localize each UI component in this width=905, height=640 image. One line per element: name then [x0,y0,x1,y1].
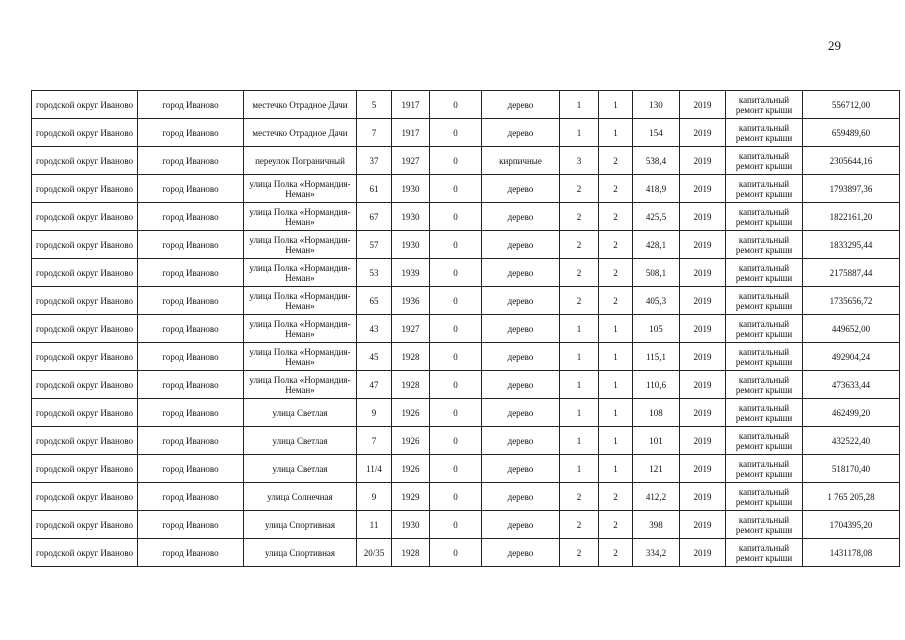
cell-entrances: 2 [599,175,633,203]
cell-year-built: 1927 [392,315,430,343]
cell-wall-material: дерево [482,259,560,287]
cell-okrug: городской округ Иваново [32,399,138,427]
table-row [32,371,900,399]
cell-area: 418,9 [633,175,680,203]
cell-year-built: 1926 [392,399,430,427]
cell-entrances: 2 [599,483,633,511]
cell-floors: 1 [560,455,599,483]
cell-plan-year: 2019 [680,427,726,455]
cell-house-number: 65 [357,287,392,315]
cell-city: город Иваново [138,483,244,511]
cell-work-type: капитальный ремонт крыши [726,427,803,455]
cell-wall-material: дерево [482,371,560,399]
cell-cost: 492904,24 [803,343,900,371]
cell-house-number: 7 [357,119,392,147]
cell-house-number: 20/35 [357,539,392,567]
cell-city: город Иваново [138,455,244,483]
page-number: 29 [828,38,841,53]
table-row [32,287,900,315]
cell-okrug: городской округ Иваново [32,287,138,315]
cell-okrug: городской округ Иваново [32,371,138,399]
cell-city: город Иваново [138,315,244,343]
cell-year-built: 1926 [392,455,430,483]
cell-entrances: 1 [599,371,633,399]
cell-okrug: городской округ Иваново [32,539,138,567]
cell-area: 334,2 [633,539,680,567]
cell-zero: 0 [430,399,482,427]
cell-year-built: 1917 [392,119,430,147]
cell-okrug: городской округ Иваново [32,119,138,147]
cell-street: улица Полка «Нормандия-Неман» [244,259,357,287]
cell-work-type: капитальный ремонт крыши [726,399,803,427]
cell-house-number: 11 [357,511,392,539]
cell-entrances: 1 [599,427,633,455]
table-row [32,231,900,259]
cell-cost: 518170,40 [803,455,900,483]
cell-street: переулок Пограничный [244,147,357,175]
cell-year-built: 1926 [392,427,430,455]
cell-floors: 2 [560,231,599,259]
cell-plan-year: 2019 [680,147,726,175]
cell-zero: 0 [430,175,482,203]
cell-wall-material: дерево [482,511,560,539]
table-row [32,91,900,119]
table-row [32,427,900,455]
cell-floors: 2 [560,175,599,203]
cell-street: улица Спортивная [244,511,357,539]
cell-street: улица Солнечная [244,483,357,511]
cell-entrances: 2 [599,511,633,539]
cell-city: город Иваново [138,511,244,539]
cell-city: город Иваново [138,287,244,315]
cell-work-type: капитальный ремонт крыши [726,91,803,119]
cell-street: улица Светлая [244,427,357,455]
cell-floors: 1 [560,119,599,147]
cell-zero: 0 [430,427,482,455]
table-row [32,147,900,175]
cell-entrances: 1 [599,343,633,371]
cell-floors: 1 [560,371,599,399]
cell-floors: 2 [560,287,599,315]
table-row [32,343,900,371]
cell-year-built: 1930 [392,231,430,259]
cell-plan-year: 2019 [680,315,726,343]
cell-entrances: 1 [599,455,633,483]
cell-wall-material: дерево [482,287,560,315]
cell-plan-year: 2019 [680,231,726,259]
cell-street: улица Полка «Нормандия-Неман» [244,287,357,315]
cell-house-number: 53 [357,259,392,287]
cell-work-type: капитальный ремонт крыши [726,343,803,371]
cell-floors: 1 [560,91,599,119]
cell-area: 121 [633,455,680,483]
cell-street: улица Полка «Нормандия-Неман» [244,175,357,203]
cell-work-type: капитальный ремонт крыши [726,231,803,259]
cell-city: город Иваново [138,371,244,399]
cell-house-number: 45 [357,343,392,371]
cell-street: улица Полка «Нормандия-Неман» [244,231,357,259]
cell-year-built: 1930 [392,203,430,231]
cell-wall-material: дерево [482,483,560,511]
cell-house-number: 47 [357,371,392,399]
cell-city: город Иваново [138,231,244,259]
cell-wall-material: дерево [482,203,560,231]
cell-okrug: городской округ Иваново [32,231,138,259]
cell-cost: 432522,40 [803,427,900,455]
cell-area: 428,1 [633,231,680,259]
cell-floors: 1 [560,427,599,455]
cell-area: 101 [633,427,680,455]
cell-area: 412,2 [633,483,680,511]
cell-year-built: 1939 [392,259,430,287]
cell-cost: 473633,44 [803,371,900,399]
cell-work-type: капитальный ремонт крыши [726,175,803,203]
cell-entrances: 1 [599,91,633,119]
cell-year-built: 1930 [392,175,430,203]
cell-cost: 2305644,16 [803,147,900,175]
cell-city: город Иваново [138,343,244,371]
cell-work-type: капитальный ремонт крыши [726,539,803,567]
cell-wall-material: дерево [482,91,560,119]
cell-area: 538,4 [633,147,680,175]
cell-entrances: 2 [599,259,633,287]
cell-floors: 3 [560,147,599,175]
cell-street: улица Светлая [244,455,357,483]
table-row [32,483,900,511]
cell-okrug: городской округ Иваново [32,483,138,511]
cell-area: 108 [633,399,680,427]
cell-cost: 1431178,08 [803,539,900,567]
cell-city: город Иваново [138,147,244,175]
cell-zero: 0 [430,539,482,567]
cell-house-number: 67 [357,203,392,231]
cell-house-number: 11/4 [357,455,392,483]
cell-work-type: капитальный ремонт крыши [726,371,803,399]
cell-floors: 1 [560,343,599,371]
cell-okrug: городской округ Иваново [32,511,138,539]
cell-wall-material: дерево [482,175,560,203]
cell-year-built: 1929 [392,483,430,511]
cell-city: город Иваново [138,259,244,287]
cell-work-type: капитальный ремонт крыши [726,287,803,315]
cell-street: улица Полка «Нормандия-Неман» [244,343,357,371]
cell-city: город Иваново [138,119,244,147]
cell-area: 398 [633,511,680,539]
cell-floors: 2 [560,483,599,511]
cell-city: город Иваново [138,175,244,203]
cell-street: улица Полка «Нормандия-Неман» [244,203,357,231]
cell-zero: 0 [430,343,482,371]
table-row [32,175,900,203]
cell-house-number: 61 [357,175,392,203]
table-row [32,203,900,231]
cell-street: улица Полка «Нормандия-Неман» [244,315,357,343]
cell-street: улица Светлая [244,399,357,427]
cell-work-type: капитальный ремонт крыши [726,483,803,511]
cell-entrances: 2 [599,147,633,175]
cell-cost: 1 765 205,28 [803,483,900,511]
cell-cost: 1833295,44 [803,231,900,259]
cell-entrances: 2 [599,287,633,315]
cell-city: город Иваново [138,91,244,119]
cell-plan-year: 2019 [680,539,726,567]
cell-work-type: капитальный ремонт крыши [726,455,803,483]
cell-zero: 0 [430,231,482,259]
table-row [32,315,900,343]
cell-house-number: 43 [357,315,392,343]
cell-okrug: городской округ Иваново [32,315,138,343]
cell-street: местечко Отрадное Дачи [244,91,357,119]
cell-wall-material: дерево [482,399,560,427]
housing-repair-table [31,90,900,567]
cell-city: город Иваново [138,539,244,567]
cell-work-type: капитальный ремонт крыши [726,119,803,147]
cell-zero: 0 [430,203,482,231]
cell-okrug: городской округ Иваново [32,175,138,203]
cell-zero: 0 [430,315,482,343]
cell-cost: 2175887,44 [803,259,900,287]
cell-work-type: капитальный ремонт крыши [726,147,803,175]
cell-area: 110,6 [633,371,680,399]
cell-house-number: 9 [357,399,392,427]
cell-entrances: 1 [599,119,633,147]
cell-wall-material: дерево [482,343,560,371]
table-row [32,539,900,567]
cell-cost: 449652,00 [803,315,900,343]
cell-cost: 1822161,20 [803,203,900,231]
cell-zero: 0 [430,511,482,539]
cell-cost: 556712,00 [803,91,900,119]
cell-plan-year: 2019 [680,483,726,511]
cell-year-built: 1927 [392,147,430,175]
cell-area: 508,1 [633,259,680,287]
cell-okrug: городской округ Иваново [32,259,138,287]
cell-entrances: 1 [599,399,633,427]
cell-plan-year: 2019 [680,203,726,231]
cell-floors: 1 [560,315,599,343]
table-body [32,91,900,567]
cell-plan-year: 2019 [680,343,726,371]
cell-city: город Иваново [138,399,244,427]
cell-city: город Иваново [138,203,244,231]
cell-plan-year: 2019 [680,119,726,147]
cell-okrug: городской округ Иваново [32,343,138,371]
cell-entrances: 2 [599,203,633,231]
cell-plan-year: 2019 [680,175,726,203]
cell-okrug: городской округ Иваново [32,91,138,119]
cell-street: местечко Отрадное Дачи [244,119,357,147]
cell-house-number: 57 [357,231,392,259]
cell-house-number: 7 [357,427,392,455]
cell-entrances: 2 [599,539,633,567]
cell-area: 115,1 [633,343,680,371]
cell-okrug: городской округ Иваново [32,427,138,455]
cell-zero: 0 [430,119,482,147]
cell-plan-year: 2019 [680,371,726,399]
cell-plan-year: 2019 [680,287,726,315]
cell-okrug: городской округ Иваново [32,203,138,231]
cell-house-number: 9 [357,483,392,511]
cell-floors: 2 [560,203,599,231]
cell-plan-year: 2019 [680,259,726,287]
cell-area: 154 [633,119,680,147]
cell-area: 405,3 [633,287,680,315]
cell-wall-material: дерево [482,539,560,567]
cell-wall-material: дерево [482,427,560,455]
table-row [32,259,900,287]
cell-cost: 1793897,36 [803,175,900,203]
cell-cost: 659489,60 [803,119,900,147]
cell-okrug: городской округ Иваново [32,455,138,483]
cell-work-type: капитальный ремонт крыши [726,315,803,343]
cell-house-number: 37 [357,147,392,175]
cell-floors: 2 [560,539,599,567]
table-row [32,399,900,427]
cell-zero: 0 [430,483,482,511]
cell-zero: 0 [430,91,482,119]
cell-year-built: 1936 [392,287,430,315]
cell-work-type: капитальный ремонт крыши [726,511,803,539]
cell-city: город Иваново [138,427,244,455]
cell-okrug: городской округ Иваново [32,147,138,175]
cell-cost: 1704395,20 [803,511,900,539]
cell-wall-material: дерево [482,455,560,483]
cell-work-type: капитальный ремонт крыши [726,259,803,287]
cell-zero: 0 [430,371,482,399]
cell-floors: 2 [560,259,599,287]
cell-area: 425,5 [633,203,680,231]
cell-house-number: 5 [357,91,392,119]
cell-cost: 1735656,72 [803,287,900,315]
cell-year-built: 1928 [392,343,430,371]
cell-entrances: 2 [599,231,633,259]
cell-zero: 0 [430,455,482,483]
cell-entrances: 1 [599,315,633,343]
cell-year-built: 1928 [392,371,430,399]
table-row [32,119,900,147]
cell-street: улица Полка «Нормандия-Неман» [244,371,357,399]
table-row [32,511,900,539]
cell-plan-year: 2019 [680,455,726,483]
cell-wall-material: дерево [482,315,560,343]
cell-zero: 0 [430,287,482,315]
cell-area: 130 [633,91,680,119]
cell-floors: 1 [560,399,599,427]
cell-area: 105 [633,315,680,343]
cell-year-built: 1917 [392,91,430,119]
cell-plan-year: 2019 [680,399,726,427]
cell-year-built: 1930 [392,511,430,539]
cell-zero: 0 [430,259,482,287]
cell-work-type: капитальный ремонт крыши [726,203,803,231]
cell-wall-material: кирпичные [482,147,560,175]
cell-street: улица Спортивная [244,539,357,567]
cell-floors: 2 [560,511,599,539]
cell-plan-year: 2019 [680,91,726,119]
cell-wall-material: дерево [482,231,560,259]
cell-year-built: 1928 [392,539,430,567]
cell-plan-year: 2019 [680,511,726,539]
cell-zero: 0 [430,147,482,175]
cell-cost: 462499,20 [803,399,900,427]
cell-wall-material: дерево [482,119,560,147]
table-row [32,455,900,483]
